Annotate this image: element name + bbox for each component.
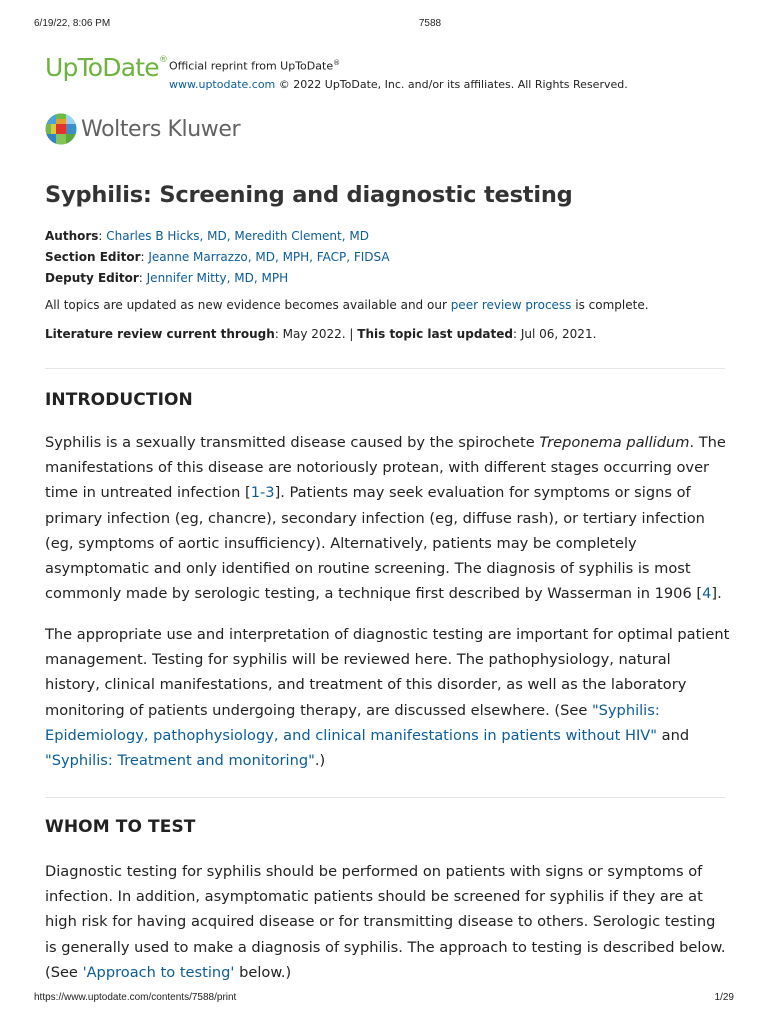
lit-review-label: Literature review current through (45, 327, 275, 341)
copyright-text: © 2022 UpToDate, Inc. and/or its affiliates. All Rights Reserved. (275, 77, 628, 91)
whom-p1-text-b: below.) (234, 963, 292, 981)
whom-to-test-paragraph (45, 859, 730, 985)
authors-row: Authors: Charles B Hicks, MD, Meredith Clement, MD (45, 229, 369, 243)
uptodate-logo (45, 53, 167, 82)
peer-review-link[interactable]: peer review process (450, 298, 572, 312)
notice-text-start: All topics are updated as new evidence becomes available and our (45, 298, 451, 312)
intro-p1-text-a: Syphilis is a sexually transmitted disease caused by the spirochete (45, 434, 540, 451)
approach-to-testing-link[interactable]: 'Approach to testing' (82, 963, 235, 981)
intro-p2-text-b: and (656, 726, 690, 744)
literature-review-row (45, 324, 596, 345)
uptodate-site-link[interactable]: www.uptodate.com (169, 77, 276, 91)
intro-p1-text-d: ]. (711, 585, 722, 603)
lit-review-value: : May 2022. | (274, 327, 358, 341)
reference-link-1-3[interactable]: 1-3 (250, 484, 275, 502)
intro-p1-text-b: . The manifestations of this disease are notoriously protean, with different stages occurring over time in untreated infection [ (45, 434, 726, 502)
introduction-paragraph-1 (45, 430, 730, 606)
last-updated-value: : Jul 06, 2021. (512, 327, 597, 341)
section-editor-link[interactable]: Jeanne Marrazzo, MD, MPH, FACP, FIDSA (148, 250, 390, 264)
introduction-paragraph-2 (45, 622, 730, 773)
section-editor-row: Section Editor: Jeanne Marrazzo, MD, MPH, FACP, FIDSA (45, 250, 390, 264)
wolters-kluwer-globe-icon (45, 113, 77, 145)
print-header (34, 18, 734, 32)
intro-p1-text-c: ]. Patients may seek evaluation for symptoms or signs of primary infection (eg, chancre), secondary infection (eg, diffuse rash), or tertiary infection (eg, symptoms of aortic insufficiency). Alternatively, patients may be completely asymptomatic and only identified on routine screening. The diagnosis of syphilis is most commonly made by serologic testing, a technique first described by Wasserman in 1906 [ (45, 484, 705, 603)
deputy-editor-row: Deputy Editor: Jennifer Mitty, MD, MPH (45, 271, 289, 285)
organism-name: Treponema pallidum (539, 434, 690, 451)
whom-to-test-heading: WHOM TO TEST (45, 817, 196, 837)
intro-p2-text-a: The appropriate use and interpretation of diagnostic testing are important for optimal patient management. Testing for syphilis will be reviewed here. The pathophysiology, natural history, clinical manifestations, and treatment of this disorder, as well as the laboratory monitoring of patients undergoing therapy, are discussed elsewhere. (See (45, 626, 730, 719)
divider (45, 368, 725, 369)
print-footer (34, 992, 734, 1006)
print-topic-id: 7588 (418, 18, 442, 29)
print-url: https://www.uptodate.com/contents/7588/print (34, 992, 237, 1003)
section-editor-label: Section Editor (45, 250, 141, 264)
page-number: 1/29 (714, 992, 734, 1003)
authors-label: Authors (45, 229, 99, 243)
reprint-line: Official reprint from UpToDate (169, 59, 334, 73)
reprint-notice (169, 54, 628, 94)
last-updated-label: This topic last updated (357, 327, 513, 341)
reference-link-4[interactable]: 4 (702, 585, 712, 603)
wolters-kluwer-logo (45, 113, 240, 145)
article-metadata (45, 226, 649, 341)
publisher-name: Wolters Kluwer (81, 116, 241, 142)
authors-link[interactable]: Charles B Hicks, MD, Meredith Clement, MD (106, 229, 369, 243)
registered-mark: ® (158, 55, 168, 65)
intro-p2-text-c: .) (314, 752, 326, 770)
deputy-editor-link[interactable]: Jennifer Mitty, MD, MPH (146, 271, 289, 285)
deputy-editor-label: Deputy Editor (45, 271, 139, 285)
introduction-heading: INTRODUCTION (45, 390, 193, 410)
divider (45, 797, 725, 798)
whom-p1-text-a: Diagnostic testing for syphilis should be performed on patients with signs or symptoms of infection. In addition, asymptomatic patients should be screened for syphilis if they are at high risk for having acquired disease or for transmitting disease to others. Serologic testing is generally used to make a diagnosis of syphilis. The approach to testing is described below. (See (45, 863, 726, 981)
notice-text-end: is complete. (571, 298, 649, 312)
reprint-registered-mark: ® (333, 59, 341, 67)
syphilis-treatment-link[interactable]: "Syphilis: Treatment and monitoring" (45, 752, 315, 770)
article-title: Syphilis: Screening and diagnostic testing (45, 182, 573, 208)
update-notice (45, 295, 649, 316)
syphilis-epidemiology-link[interactable]: "Syphilis: Epidemiology, pathophysiology, and clinical manifestations in patients without HIV" (45, 701, 660, 744)
print-datetime: 6/19/22, 8:06 PM (34, 18, 111, 29)
uptodate-logo-text: UpToDate (45, 53, 159, 82)
